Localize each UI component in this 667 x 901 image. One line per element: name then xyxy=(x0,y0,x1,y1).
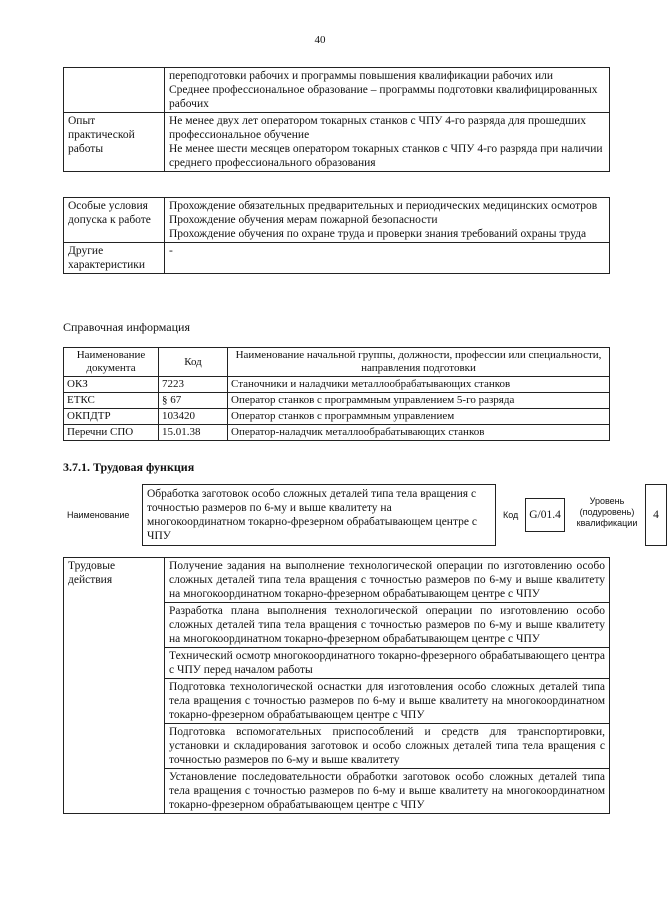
table-cell: Перечни СПО xyxy=(64,425,159,441)
row-label xyxy=(64,68,165,113)
labor-action: Подготовка вспомогательных приспособлений и средств для транспортировки, установки и складирования заготовок и особо сложных деталей типа тела вращения с точностью размеров по 6-му и выше квалитету xyxy=(165,724,610,769)
function-code: G/01.4 xyxy=(525,498,565,532)
row-label: Трудовые действия xyxy=(64,558,165,814)
name-label: Наименование xyxy=(67,510,130,520)
table-cell: Станочники и наладчики металлообрабатывающих станков xyxy=(228,377,610,393)
table-row xyxy=(64,68,610,113)
page-number: 40 xyxy=(314,34,326,46)
function-name: Обработка заготовок особо сложных деталей типа тела вращения с точностью размеров по 6-му и выше квалитету на многокоординатном токарно-фрезерном обрабатывающем центре с ЧПУ xyxy=(142,484,496,546)
function-level: 4 xyxy=(645,484,667,546)
content-line: переподготовки рабочих и программы повышения квалификации рабочих или xyxy=(169,70,554,82)
row-label: Особые условия допуска к работе xyxy=(64,198,165,243)
table-row xyxy=(64,558,610,603)
code-label: Код xyxy=(503,510,519,520)
table-cell: Оператор станков с программным управлением xyxy=(228,409,610,425)
labor-action: Установление последовательности обработки заготовок особо сложных деталей типа тела вращения с точностью размеров по 6-му и выше квалитету на многокоординатном токарно-фрезерном обрабатывающем центре с ЧПУ xyxy=(165,769,610,814)
table-cell: ЕТКС xyxy=(64,393,159,409)
table-row xyxy=(64,113,610,172)
row-content xyxy=(165,113,610,172)
column-header: Наименование начальной группы, должности, профессии или специальности, направления подготовки xyxy=(228,348,610,377)
row-content xyxy=(165,243,610,274)
column-header: Код xyxy=(159,348,228,377)
content-line: Среднее профессиональное образование – программы подготовки квалифицированных рабочих xyxy=(169,84,598,110)
labor-action: Разработка плана выполнения технологической операции по изготовлению особо сложных деталей типа тела вращения с точностью размеров по 6-му и выше квалитету на многокоординатном токарно-фрезерном обрабатывающем центре с ЧПУ xyxy=(165,603,610,648)
content-line: Не менее шести месяцев оператором токарных станков с ЧПУ 4-го разряда при наличии среднего профессионального образования xyxy=(169,143,603,169)
table-row xyxy=(64,198,610,243)
labor-action: Получение задания на выполнение технологической операции по изготовлению особо сложных деталей типа тела вращения с точностью размеров по 6-му и выше квалитету на многокоординатном токарно-фрезерном обрабатывающем центре с ЧПУ xyxy=(165,558,610,603)
table-cell: 7223 xyxy=(159,377,228,393)
function-info-row xyxy=(63,484,659,546)
function-heading: 3.7.1. Трудовая функция xyxy=(63,460,195,474)
table-cell: 103420 xyxy=(159,409,228,425)
content-line: Не менее двух лет оператором токарных станков с ЧПУ 4-го разряда для прошедших профессиональное обучение xyxy=(169,115,587,141)
labor-action: Подготовка технологической оснастки для изготовления особо сложных деталей типа тела вращения с точностью размеров по 6-му и выше квалитету на многокоординатном токарно-фрезерном обрабатывающем центре с ЧПУ xyxy=(165,679,610,724)
row-content xyxy=(165,198,610,243)
table-row xyxy=(64,425,610,441)
content-line: Прохождение обучения по охране труда и проверки знания требований охраны труда xyxy=(169,228,587,240)
table-row xyxy=(64,409,610,425)
table-cell: 15.01.38 xyxy=(159,425,228,441)
table-cell: ОКЗ xyxy=(64,377,159,393)
content-line: Прохождение обязательных предварительных и периодических медицинских осмотров xyxy=(169,200,598,212)
table-cell: Оператор-наладчик металлообрабатывающих станков xyxy=(228,425,610,441)
table-cell: § 67 xyxy=(159,393,228,409)
labor-actions-table xyxy=(63,557,610,814)
row-label: Опыт практической работы xyxy=(64,113,165,172)
row-content xyxy=(165,68,610,113)
reference-heading: Справочная информация xyxy=(63,320,190,334)
table-row xyxy=(64,377,610,393)
education-experience-table xyxy=(63,67,610,172)
column-header: Наименование документа xyxy=(64,348,159,377)
table-cell: ОКПДТР xyxy=(64,409,159,425)
level-label: Уровень (подуровень) квалификации xyxy=(576,496,638,528)
admission-conditions-table xyxy=(63,197,610,274)
content-line: - xyxy=(169,245,173,257)
labor-action: Технический осмотр многокоординатного токарно-фрезерного обрабатывающего центра с ЧПУ перед началом работы xyxy=(165,648,610,679)
row-label: Другие характеристики xyxy=(64,243,165,274)
table-cell: Оператор станков с программным управлением 5-го разряда xyxy=(228,393,610,409)
table-row xyxy=(64,393,610,409)
table-row xyxy=(64,243,610,274)
content-line: Прохождение обучения мерам пожарной безопасности xyxy=(169,214,438,226)
table-header-row xyxy=(64,348,610,377)
reference-table xyxy=(63,347,610,441)
